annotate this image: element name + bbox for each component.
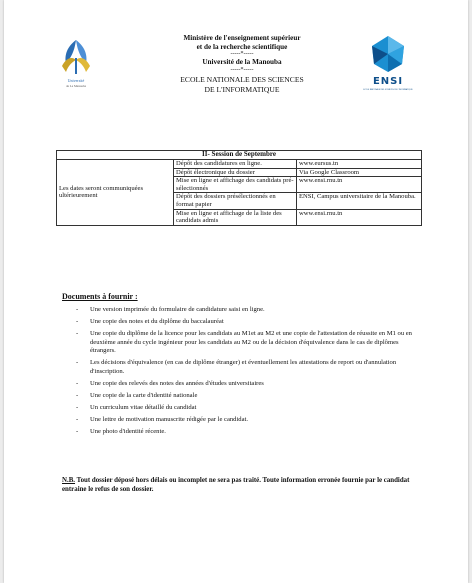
ensi-logo-text: ENSI	[372, 76, 404, 87]
documents-list	[76, 306, 420, 440]
letterhead	[132, 34, 352, 94]
list-item-text: Un curriculum vitae détaillé du candidat	[90, 403, 197, 411]
where-cell: www.ensi.rnu.tn	[297, 177, 422, 193]
where-cell: ENSI, Campus universitaire de la Manouba.	[297, 193, 422, 209]
list-item: - Un curriculum vitae détaillé du candidat	[76, 403, 197, 411]
separator-1: -----*-----	[230, 51, 254, 58]
where-cell: www.eursus.tn	[297, 160, 422, 169]
list-item: - Une copie du diplôme de la licence pour les candidats au M1et au M2 et une copie de l'attestation de réussite en M1 ou en deuxième année du cycle ingénieur pour les candidats au M2 ou de la décision d'équivalence dans le cas de diplômes étrangers.	[76, 329, 412, 355]
university-logo-text-2: de La Manouba	[65, 84, 87, 88]
list-item-text: Les décisions d'équivalence (en cas de diplôme étranger) et éventuellement les attestations de report ou d'annulation d'inscription.	[90, 359, 397, 375]
document-page	[4, 0, 468, 583]
step-cell: Mise en ligne et affichage de la liste des candidats admis	[174, 209, 297, 225]
ministry-line-2: et de la recherche scientifique	[196, 42, 288, 51]
step-cell: Mise en ligne et affichage des candidats pré-sélectionnés	[174, 177, 297, 193]
university-logo	[50, 36, 102, 94]
university-logo-text-1: Université	[67, 78, 85, 83]
list-item: - Une lettre de motivation manuscrite rédigée par le candidat.	[76, 415, 249, 423]
list-item-text: Une copie du diplôme de la licence pour les candidats au M1et au M2 et une copie de l'attestation de réussite en M1 ou en deuxième année du cycle ingénieur pour les candidats au M2 ou de la décision d'équivalence dans le cas de diplômes étrangers.	[90, 329, 412, 355]
note-label: N.B.	[62, 477, 76, 484]
list-item: - Une photo d'identité récente.	[76, 427, 166, 435]
where-cell: Via Google Classroom	[297, 168, 422, 177]
list-item: - Les décisions d'équivalence (en cas de diplôme étranger) et éventuellement les attestations de report ou d'annulation d'inscription.	[76, 359, 397, 375]
list-item: - Une version imprimée du formulaire de candidature saisi en ligne.	[76, 306, 265, 313]
ensi-logo	[356, 34, 420, 96]
list-item: - Une copie de la carte d'identité nationale	[76, 391, 198, 399]
list-item-text: Une photo d'identité récente.	[90, 427, 166, 435]
school-name-line-1: ECOLE NATIONALE DES SCIENCES	[180, 74, 304, 84]
list-item: - Une copie des notes et du diplôme du baccalauréat	[76, 317, 224, 325]
step-cell: Dépôt électronique du dossier	[174, 168, 297, 177]
note-paragraph	[62, 476, 422, 494]
ensi-logo-caption: ECOLE NATIONALE DES SCIENCES DE L'INFORMATIQUE	[363, 89, 413, 91]
documents-title: Documents à fournir :	[62, 292, 138, 301]
separator-2: -----*-----	[230, 66, 254, 73]
session-title: II- Session de Septembre	[57, 151, 422, 160]
dates-label: Les dates seront communiquées ultérieurement	[57, 160, 174, 226]
list-item: - Une copie des relevés des notes des années d'études universitaires	[76, 379, 264, 387]
list-item-text: Une copie des relevés des notes des années d'études universitaires	[90, 379, 264, 387]
list-item-text: Une lettre de motivation manuscrite rédigée par le candidat.	[90, 415, 249, 423]
list-item-text: Une copie des notes et du diplôme du baccalauréat	[90, 317, 224, 325]
step-cell: Dépôt des candidatures en ligne.	[174, 160, 297, 169]
university-name: Université de la Manouba	[202, 58, 282, 67]
list-item-text: Une copie de la carte d'identité nationale	[90, 391, 198, 399]
note-text: Tout dossier déposé hors délais ou incomplet ne sera pas traité. Toute information erronée fournie par le candidat entraine le refus de son dossier.	[62, 477, 410, 494]
step-cell: Dépôt des dossiers présélectionnés en format papier	[174, 193, 297, 209]
where-cell: www.ensi.rnu.tn	[297, 209, 422, 225]
session-table	[56, 150, 422, 226]
list-item-text: Une version imprimée du formulaire de candidature saisi en ligne.	[90, 306, 265, 313]
school-name-line-2: DE L'INFORMATIQUE	[204, 84, 280, 94]
ministry-line-1: Ministère de l'enseignement supérieur	[183, 34, 301, 42]
